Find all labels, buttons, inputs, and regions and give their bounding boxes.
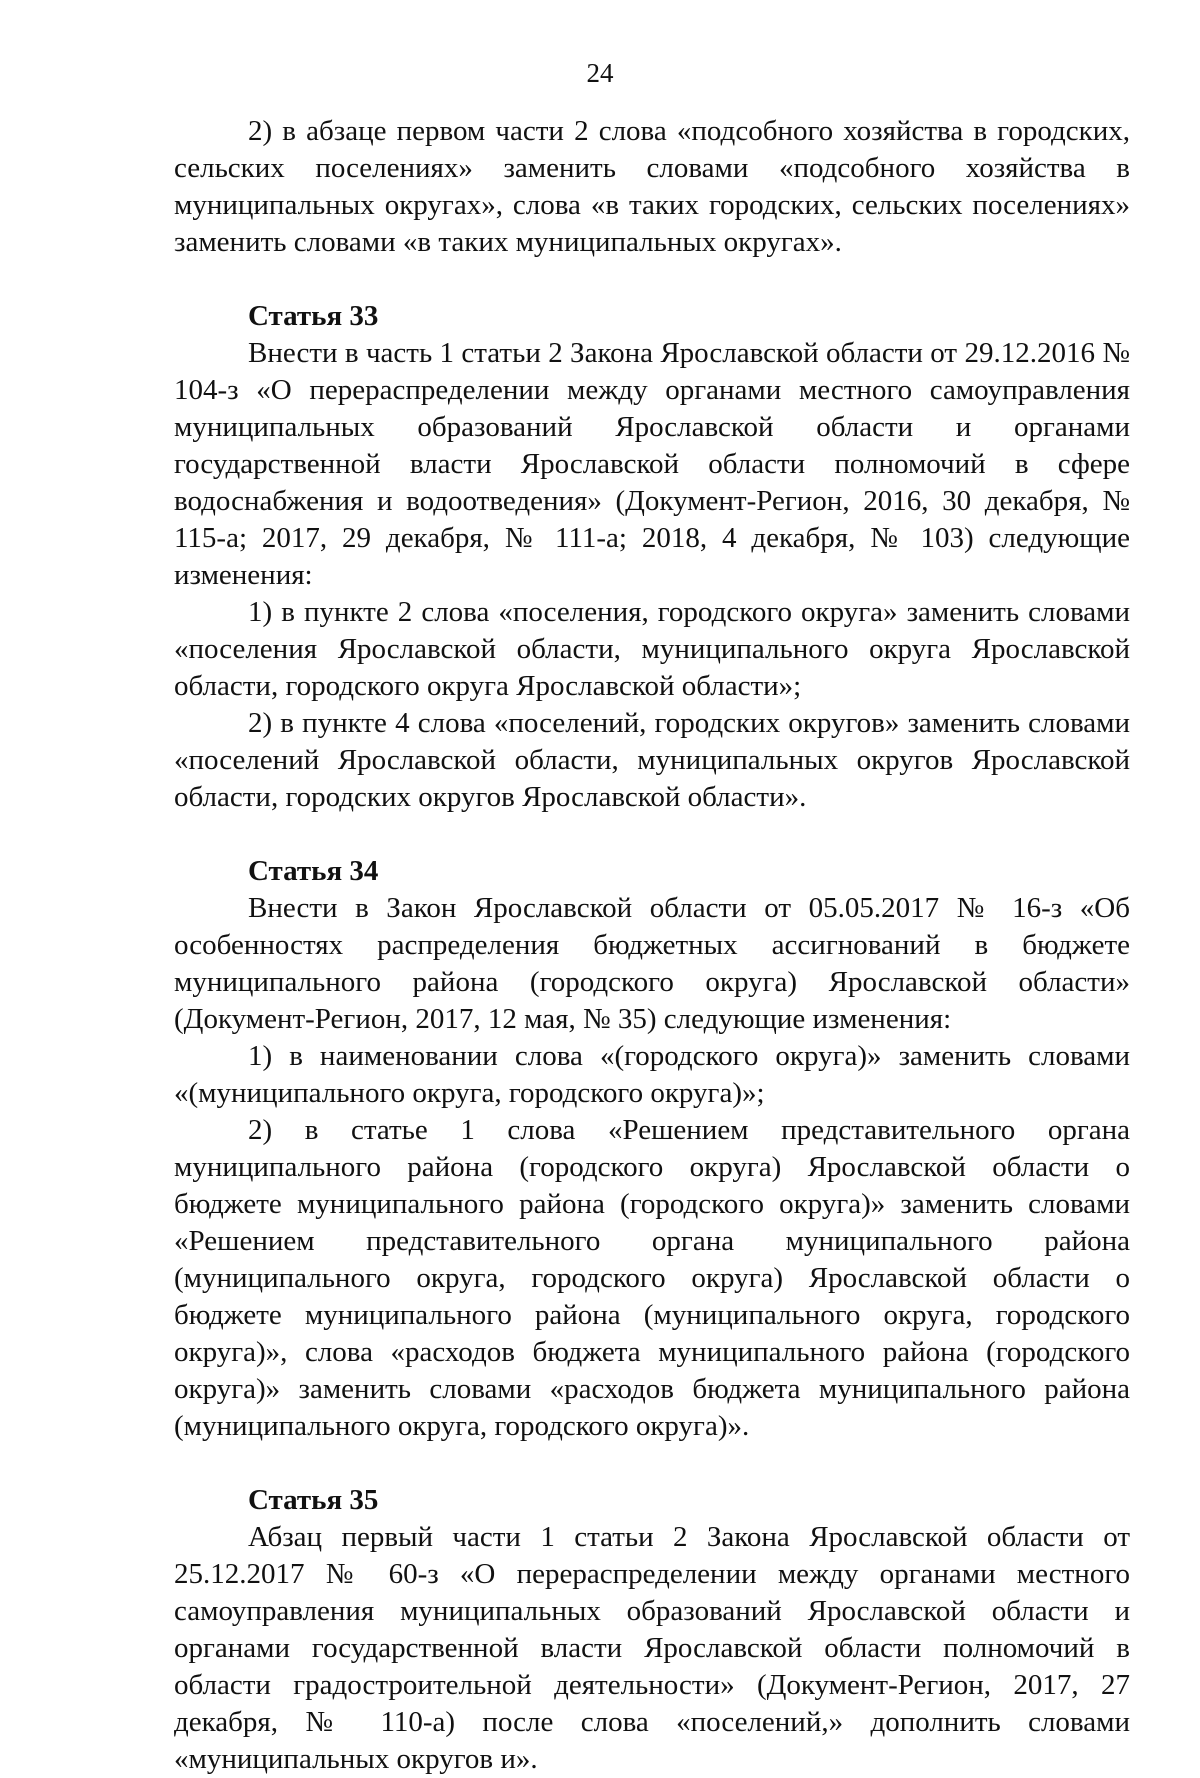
article-paragraph: 2) в статье 1 слова «Решением представительного органа муниципального района (городского округа) Ярославской области о бюджете муниципального района (городского округа)» заменить словами «Решением представительного органа муниципального района (муниципального округа, городского округа) Ярославской области о бюджете муниципального района (муниципального округа, городского округа)», слова «расходов бюджета муниципального района (городского округа)» заменить словами «расходов бюджета муниципального района (муниципального округа, городского округа)».	[174, 1114, 1130, 1442]
intro-section	[174, 113, 1130, 261]
article-34	[174, 853, 1130, 1445]
page-number: 24	[586, 58, 614, 88]
article-heading: Статья 33	[248, 300, 379, 332]
article-35	[174, 1482, 1130, 1778]
intro-paragraph-1: 2) в абзаце первом части 2 слова «подсобного хозяйства в городских, сельских поселениях» заменить словами «подсобного хозяйства в муниципальных округах», слова «в таких городских, сельских поселениях» заменить словами «в таких муниципальных округах».	[174, 115, 1130, 258]
article-paragraph: Абзац первый части 1 статьи 2 Закона Ярославской области от 25.12.2017 № 60-з «О перераспределении между органами местного самоуправления муниципальных образований Ярославской области и органами государственной власти Ярославской области полномочий в области градостроительной деятельности» (Документ-Регион, 2017, 27 декабря, № 110-а) после слова «поселений,» дополнить словами «муниципальных округов и».	[174, 1521, 1130, 1775]
article-paragraph: 2) в пункте 4 слова «поселений, городских округов» заменить словами «поселений Ярославской области, муниципальных округов Ярославской области, городских округов Ярославской области».	[174, 707, 1130, 813]
article-heading: Статья 35	[248, 1484, 379, 1516]
article-heading: Статья 34	[248, 855, 379, 887]
article-33	[174, 298, 1130, 816]
article-paragraph: Внести в часть 1 статьи 2 Закона Ярославской области от 29.12.2016 № 104-з «О перераспределении между органами местного самоуправления муниципальных образований Ярославской области и органами государственной власти Ярославской области полномочий в сфере водоснабжения и водоотведения» (Документ-Регион, 2016, 30 декабря, № 115-а; 2017, 29 декабря, № 111-а; 2018, 4 декабря, № 103) следующие изменения:	[174, 337, 1130, 591]
document-body	[174, 113, 1130, 1778]
article-paragraph: Внести в Закон Ярославской области от 05.05.2017 № 16-з «Об особенностях распределения бюджетных ассигнований в бюджете муниципального района (городского округа) Ярославской области» (Документ-Регион, 2017, 12 мая, № 35) следующие изменения:	[174, 892, 1130, 1035]
article-paragraph: 1) в пункте 2 слова «поселения, городского округа» заменить словами «поселения Ярославской области, муниципального округа Ярославской области, городского округа Ярославской области»;	[174, 596, 1130, 702]
article-paragraph: 1) в наименовании слова «(городского округа)» заменить словами «(муниципального округа, городского округа)»;	[174, 1040, 1130, 1109]
